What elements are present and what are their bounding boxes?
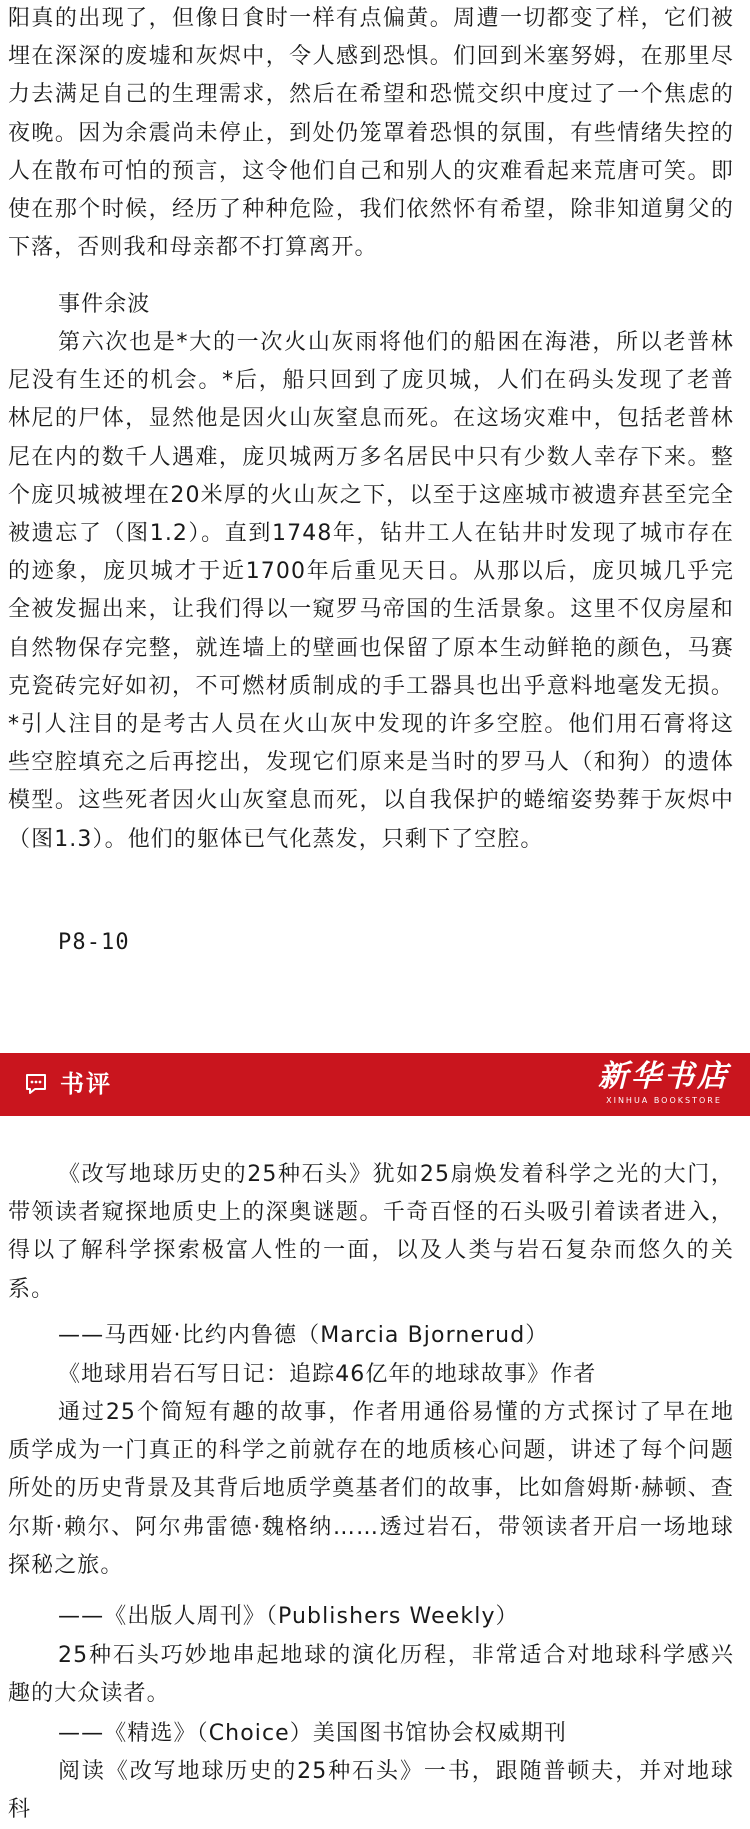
review-paragraph: 《改写地球历史的25种石头》犹如25扇焕发着科学之光的大门，带领读者窥探地质史上的深奥谜题。千奇百怪的石头吸引着读者进入，得以了解科学探索极富人性的一面，以及人类与岩石复杂而悠久的关系。 <box>8 1162 734 1302</box>
review-attribution: ——马西娅·比约内鲁德（Marcia Bjornerud） <box>58 1323 549 1348</box>
comment-icon <box>24 1072 48 1096</box>
review-attribution: ——《精选》（Choice）美国图书馆协会权威期刊 <box>58 1721 568 1746</box>
review-paragraph: 通过25个简短有趣的故事，作者用通俗易懂的方式探讨了早在地质学成为一门真正的科学之前就存在的地质核心问题，讲述了每个问题所处的历史背景及其背后地质学奠基者们的故事，比如詹姆斯·赫顿、查尔斯·赖尔、阿尔弗雷德·魏格纳……透过岩石，带领读者开启一场地球探秘之旅。 <box>8 1400 734 1578</box>
review-paragraph: 阅读《改写地球历史的25种石头》一书，跟随普顿夫，并对地球科 <box>8 1759 734 1823</box>
logo-english: XINHUA BOOKSTORE <box>606 1096 722 1105</box>
review-source: 《地球用岩石写日记：追踪46亿年的地球故事》作者 <box>58 1362 597 1387</box>
body-paragraph: 第六次也是*大的一次火山灰雨将他们的船困在海港，所以老普林尼没有生还的机会。*后，船只回到了庞贝城，人们在码头发现了老普林尼的尸体，显然他是因火山灰窒息而死。在这场灾难中，包括老普林尼在内的数千人遇难，庞贝城两万多名居民中只有少数人幸存下来。整个庞贝城被埋在20米厚的火山灰之下，以至于这座城市被遗弃甚至完全被遗忘了（图1.2）。直到1748年，钻井工人在钻井时发现了城市存在的迹象，庞贝城才于近1700年后重见天日。从那以后，庞贝城几乎完全被发掘出来，让我们得以一窥罗马帝国的生活景象。这里不仅房屋和自然物保存完整，就连墙上的壁画也保留了原本生动鲜艳的颜色，马赛克瓷砖完好如初，不可燃材质制成的手工器具也出乎意料地毫发无损。*引人注目的是考古人员在火山灰中发现的许多空腔。他们用石膏将这些空腔填充之后再挖出，发现它们原来是当时的罗马人（和狗）的遗体模型。这些死者因火山灰窒息而死，以自我保护的蜷缩姿势葬于灰烬中（图1.3）。他们的躯体已气化蒸发，只剩下了空腔。 <box>8 330 734 852</box>
logo-chinese: 新华书店 <box>598 1059 730 1094</box>
banner-title: 书评 <box>60 1070 112 1098</box>
review-paragraph: 25种石头巧妙地串起地球的演化历程，非常适合对地球科学感兴趣的大众读者。 <box>8 1643 734 1707</box>
review-attribution: ——《出版人周刊》（Publishers Weekly） <box>58 1604 519 1629</box>
xinhua-bookstore-logo <box>594 1059 734 1111</box>
body-paragraph: 阳真的出现了，但像日食时一样有点偏黄。周遭一切都变了样，它们被埋在深深的废墟和灰烬中，令人感到恐惧。们回到米塞努姆，在那里尽力去满足自己的生理需求，然后在希望和恐慌交织中度过了一个焦虑的夜晚。因为余震尚未停止，到处仍笼罩着恐惧的氛围，有些情绪失控的人在散布可怕的预言，这令他们自己和别人的灾难看起来荒唐可笑。即使在那个时候，经历了种种危险，我们依然怀有希望，除非知道舅父的下落，否则我和母亲都不打算离开。 <box>8 6 734 261</box>
section-heading: 事件余波 <box>58 292 151 317</box>
page-reference: P8-10 <box>58 930 130 955</box>
book-review-banner <box>0 1053 750 1116</box>
